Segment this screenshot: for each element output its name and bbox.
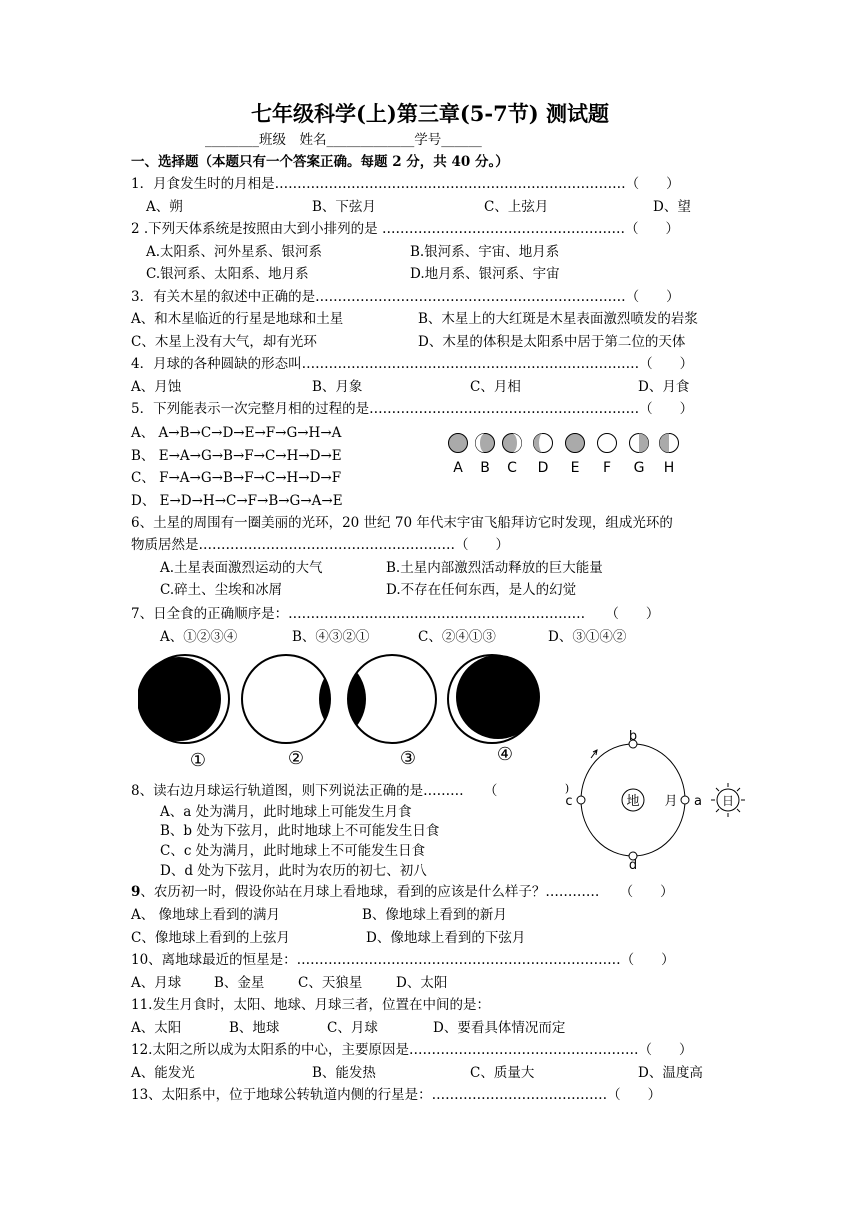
- student-info-line: ________班级 姓名_____________学号______: [205, 132, 482, 148]
- phase-label-h: H: [663, 460, 675, 476]
- sun-label: 日: [721, 794, 735, 808]
- q2-option-a: A.太阳系、河外星系、银河系: [146, 244, 323, 260]
- q12-stem: 12.太阳之所以成为太阳系的中心，主要原因是……………………………………………（ ）: [131, 1042, 693, 1058]
- q9-option-a: A、 像地球上看到的满月: [131, 907, 281, 923]
- section-heading: 一、选择题（本题只有一个答案正确。每题 2 分，共 40 分。）: [131, 154, 509, 170]
- orbit-label-a: a: [694, 794, 702, 809]
- moon-phase-f-icon: [598, 434, 617, 453]
- q7-stem: 7、日全食的正确顺序是：………………………………………………………… （ ）: [131, 606, 660, 622]
- moon-phase-a-icon: [449, 434, 468, 453]
- q11-stem: 11.发生月食时，太阳、地球、月球三者，位置在中间的是：: [131, 997, 490, 1013]
- eclipse-label-1: ①: [189, 750, 207, 770]
- solar-eclipse-figure: [138, 652, 548, 770]
- q3-option-d: D、木星的体积是太阳系中居于第二位的天体: [418, 334, 686, 350]
- orbit-label-d: d: [628, 858, 638, 870]
- q11-option-a: A、太阳: [131, 1020, 182, 1036]
- q8-option-d: D、d 处为下弦月，此时为农历的初七、初八: [160, 863, 427, 879]
- q12-option-c: C、质量大: [470, 1065, 535, 1081]
- earth-label: 地: [626, 794, 640, 809]
- q2-option-c: C.银河系、太阳系、地月系: [146, 266, 309, 282]
- q9-option-c: C、像地球上看到的上弦月: [131, 930, 290, 946]
- phase-label-d: D: [537, 460, 549, 476]
- orbit-label-b: b: [628, 730, 638, 744]
- q1-stem: 1．月食发生时的月相是……………………………………………………………………（ ）: [131, 176, 680, 192]
- q6-stem-line1: 6、土星的周围有一圈美丽的光环，20 世纪 70 年代末宇宙飞船拜访它时发现，组成光环的: [131, 515, 673, 531]
- moon-orbit-diagram: [555, 730, 755, 870]
- q4-option-d: D、月食: [638, 379, 690, 395]
- eclipse-label-4: ④: [496, 744, 514, 765]
- q7-option-c: C、②④①③: [418, 629, 496, 645]
- q9-option-b: B、像地球上看到的新月: [362, 907, 507, 923]
- orbit-paren: ): [564, 782, 570, 795]
- page-title: 七年级科学(上)第三章(5-7节) 测试题: [251, 101, 609, 126]
- q5-option-d: D、 E→D→H→C→F→B→G→A→E: [131, 493, 343, 509]
- q6-option-b: B.土星内部激烈活动释放的巨大能量: [386, 560, 603, 576]
- orbit-label-c: c: [565, 794, 573, 809]
- q4-option-b: B、月象: [312, 379, 363, 395]
- q10-option-c: C、天狼星: [298, 975, 363, 991]
- eclipse-label-2: ②: [287, 748, 305, 769]
- phase-label-b: B: [480, 460, 490, 476]
- moon-phase-d-icon: [534, 434, 553, 453]
- q6-option-a: A.土星表面激烈运动的大气: [160, 560, 323, 576]
- q9-stem: [131, 883, 674, 901]
- q10-option-b: B、金星: [214, 975, 265, 991]
- q10-option-d: D、太阳: [396, 975, 448, 991]
- q12-option-a: A、能发光: [131, 1065, 195, 1081]
- moon-label: 月: [664, 794, 678, 809]
- moon-phase-figure: [444, 428, 688, 480]
- moon-phase-c-icon: [503, 434, 522, 453]
- q8-option-c: C、c 处为满月，此时地球上不可能发生日食: [160, 843, 426, 859]
- q11-option-d: D、要看具体情况而定: [433, 1020, 566, 1036]
- q8-stem: 8、读右边月球运行轨道图，则下列说法正确的是……… （: [131, 783, 498, 799]
- q4-option-c: C、月相: [470, 379, 521, 395]
- q2-option-b: B.银河系、宇宙、地月系: [410, 244, 560, 260]
- phase-label-g: G: [633, 460, 645, 476]
- q9-stem-text: 、农历初一时，假设你站在月球上看地球，看到的应该是什么样子？………… （ ）: [140, 884, 674, 900]
- q5-option-b: B、 E→A→G→B→F→C→H→D→E: [131, 448, 342, 464]
- q5-option-a: A、 A→B→C→D→E→F→G→H→A: [131, 425, 342, 441]
- q12-option-b: B、能发热: [312, 1065, 376, 1081]
- q6-stem-line2: 物质居然是…………………………………………………（ ）: [131, 537, 509, 553]
- q4-option-a: A、月蚀: [131, 379, 182, 395]
- eclipse-stage-1-icon: [138, 655, 229, 743]
- q13-stem: 13、太阳系中，位于地球公转轨道内侧的行星是：…………………………………（ ）: [131, 1087, 662, 1103]
- q7-option-d: D、③①④②: [548, 629, 627, 645]
- q11-option-b: B、地球: [229, 1020, 280, 1036]
- q3-option-a: A、和木星临近的行星是地球和土星: [131, 311, 344, 327]
- q2-option-d: D.地月系、银河系、宇宙: [410, 266, 560, 282]
- q6-option-c: C.碎土、尘埃和冰屑: [160, 582, 283, 598]
- q8-option-a: A、a 处为满月，此时地球上可能发生月食: [160, 804, 412, 820]
- q7-option-a: A、①②③④: [160, 629, 238, 645]
- q8-option-b: B、b 处为下弦月，此时地球上不可能发生日食: [160, 823, 440, 839]
- q1-option-b: B、下弦月: [312, 199, 376, 215]
- q11-option-c: C、月球: [327, 1020, 378, 1036]
- phase-label-c: C: [507, 460, 517, 476]
- q9-number: 9: [131, 884, 141, 900]
- q10-stem: 10、离地球最近的恒星是：………………………………………………………………（ ）: [131, 952, 675, 968]
- q5-option-c: C、 F→A→G→B→F→C→H→D→F: [131, 470, 342, 486]
- phase-label-e: E: [570, 460, 580, 476]
- orbit-point-a-icon: [681, 796, 689, 804]
- q9-option-d: D、像地球上看到的下弦月: [366, 930, 526, 946]
- q1-option-d: D、望: [653, 199, 691, 215]
- moon-phase-g-icon: [630, 434, 649, 453]
- q10-option-a: A、月球: [131, 975, 182, 991]
- eclipse-label-3: ③: [399, 748, 417, 769]
- q7-option-b: B、④③②①: [292, 629, 370, 645]
- q12-option-d: D、温度高: [638, 1065, 703, 1081]
- phase-label-f: F: [602, 460, 612, 476]
- q3-stem: 3．有关木星的叙述中正确的是……………………………………………………………（ ）: [131, 289, 680, 305]
- q5-stem: 5．下列能表示一次完整月相的过程的是……………………………………………………（ ）: [131, 401, 694, 417]
- moon-phase-e-icon: [566, 434, 585, 453]
- moon-phase-b-icon: [476, 434, 495, 453]
- q4-stem: 4．月球的各种圆缺的形态叫…………………………………………………………………（ ）: [131, 356, 694, 372]
- moon-phase-h-icon: [660, 434, 679, 453]
- q1-option-a: A、朔: [146, 199, 183, 215]
- eclipse-stage-4-icon: [448, 655, 540, 743]
- q3-option-c: C、木星上没有大气，却有光环: [131, 334, 317, 350]
- orbit-point-c-icon: [577, 796, 585, 804]
- q3-option-b: B、木星上的大红斑是木星表面激烈喷发的岩浆: [418, 311, 698, 327]
- q2-stem: 2 .下列天体系统是按照由大到小排列的是 ………………………………………………（ ）: [131, 221, 679, 237]
- q6-option-d: D.不存在任何东西，是人的幻觉: [386, 582, 577, 598]
- q1-option-c: C、上弦月: [484, 199, 549, 215]
- phase-label-a: A: [453, 460, 463, 476]
